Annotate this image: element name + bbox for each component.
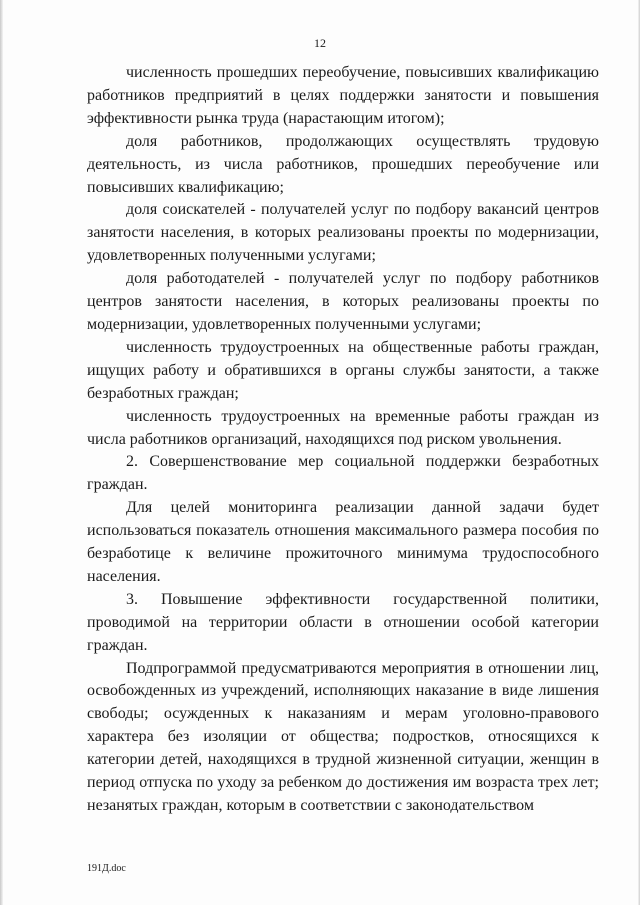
paragraph: Для целей мониторинга реализации данной задачи будет использоваться показатель отношения максимального размера пособия по безработице к величине прожиточного минимума трудоспособного населения. (87, 499, 599, 585)
paragraph: доля работодателей - получателей услуг по подбору работников центров занятости населения, в которых реализованы проекты по модернизации, удовлетворенных полученными услугами; (87, 270, 599, 333)
paragraph: доля соискателей - получателей услуг по подбору вакансий центров занятости населения, в которых реализованы проекты по модернизации, удовлетворенных полученными услугами; (87, 201, 599, 265)
paragraph: численность трудоустроенных на временные работы граждан из числа работников организаций, находящихся под риском увольнения. (87, 407, 599, 448)
page-number: 12 (314, 36, 326, 50)
document-body (87, 62, 599, 818)
paragraph: численность прошедших переобучение, повысивших квалификацию работников предприятий в целях поддержки занятости и повышения эффективности рынка труда (нарастающим итогом); (87, 64, 599, 127)
scan-edge-left (0, 0, 3, 905)
paragraph: доля работников, продолжающих осуществлять трудовую деятельность, из числа работников, прошедших переобучение или повысивших квалификацию; (87, 132, 599, 196)
paragraph: 2. Совершенствование мер социальной поддержки безработных граждан. (87, 453, 599, 494)
paragraph: численность трудоустроенных на общественные работы граждан, ищущих работу и обратившихся в органы службы занятости, а также безработных граждан; (87, 338, 599, 402)
paragraph: Подпрограммой предусматриваются мероприятия в отношении лиц, освобожденных из учреждений, исполняющих наказание в виде лишения свободы; осужденных к наказаниям и мерам уголовно-правового характера без изоляции от общества; подростков, относящихся к категории детей, находящихся в трудной жизненной ситуации, женщин в период отпуска по уходу за ребенком до достижения им возраста трех лет; незанятых граждан, которым в соответствии с законодательством (87, 659, 599, 814)
paragraph: 3. Повышение эффективности государственной политики, проводимой на территории области в отношении особой категории граждан. (87, 590, 599, 654)
footer-filename: 191Д.doc (87, 863, 126, 874)
